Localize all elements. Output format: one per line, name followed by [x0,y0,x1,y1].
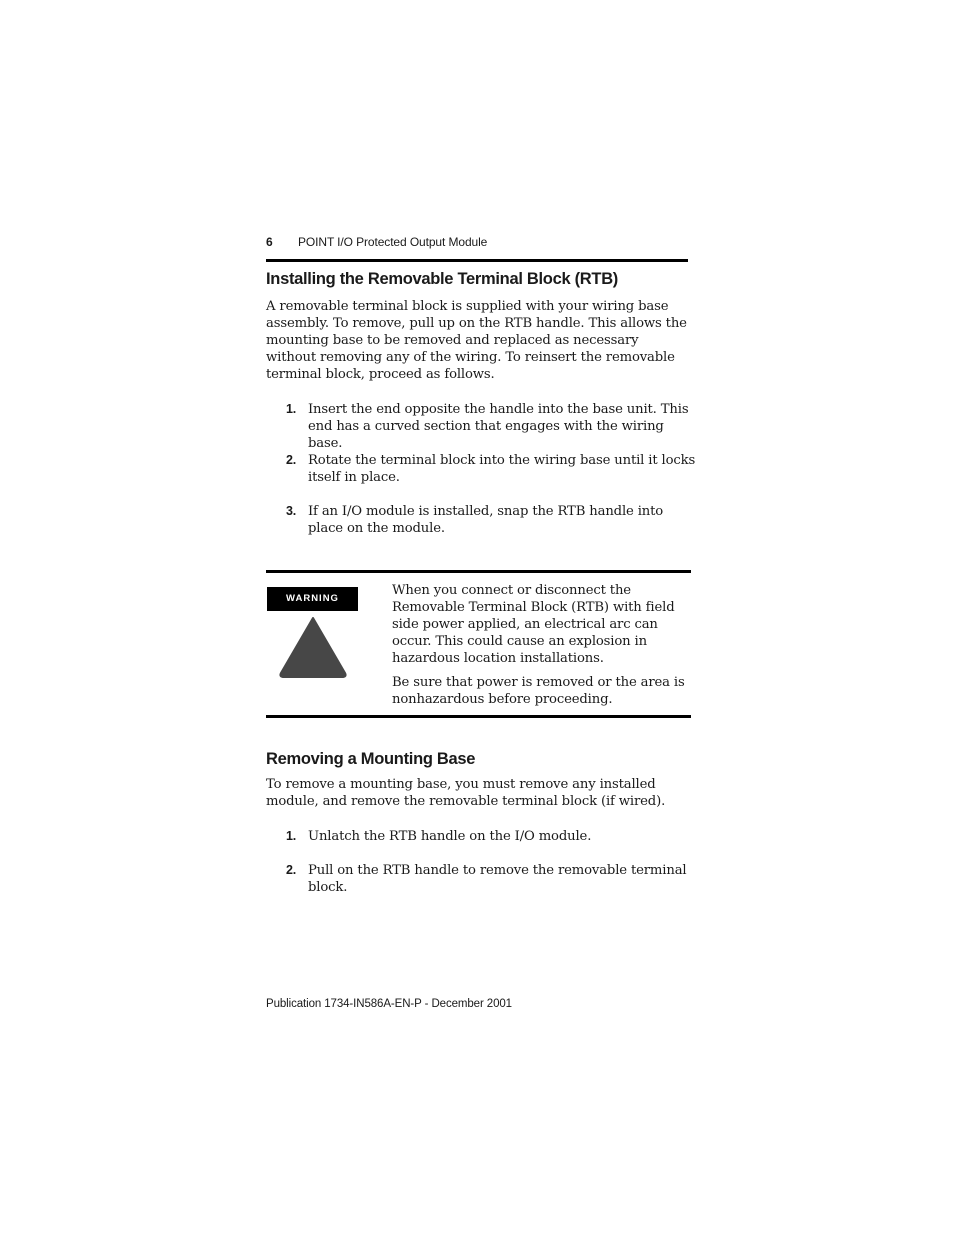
page-number: 6 [266,235,273,249]
section-heading-removing-base: Removing a Mounting Base [266,750,476,768]
step-number: 1. [286,402,297,416]
warning-paragraph: When you connect or disconnect the Removable Terminal Block (RTB) with field side power applied, an electrical arc can occur. This could cause an explosion in hazardous location installations. [392,583,675,666]
warning-paragraph: Be sure that power is removed or the area is nonhazardous before proceeding. [392,675,685,707]
warning-box [266,570,691,718]
remove-intro-paragraph: To remove a mounting base, you must remove any installed module, and remove the removable terminal block (if wired). [266,777,666,809]
warning-badge: WARNING [267,587,358,611]
publication-footer: Publication 1734-IN586A-EN-P - December 2001 [266,998,512,1010]
step-number: 3. [286,504,297,518]
section-heading-installing-rtb: Installing the Removable Terminal Block (RTB) [266,270,619,288]
step-text: Unlatch the RTB handle on the I/O module. [308,829,592,844]
step-text: Rotate the terminal block into the wiring base until it locks itself in place. [308,453,696,485]
page-header [266,235,688,262]
step-text: If an I/O module is installed, snap the RTB handle into place on the module. [308,504,664,536]
install-intro-paragraph: A removable terminal block is supplied with your wiring base assembly. To remove, pull up on the RTB handle. This allows the mounting base to be removed and replaced as necessary without removing any of the wiring. To reinsert the removable terminal block, proceed as follows. [266,299,687,382]
warning-text [392,582,692,715]
step-text: Insert the end opposite the handle into the base unit. This end has a curved section that engages with the wiring base. [308,402,689,451]
step-number: 2. [286,453,297,467]
step-number: 1. [286,829,297,843]
running-title: POINT I/O Protected Output Module [298,235,488,249]
step-text: Pull on the RTB handle to remove the removable terminal block. [308,863,687,895]
warning-triangle-icon [278,615,348,683]
step-number: 2. [286,863,297,877]
